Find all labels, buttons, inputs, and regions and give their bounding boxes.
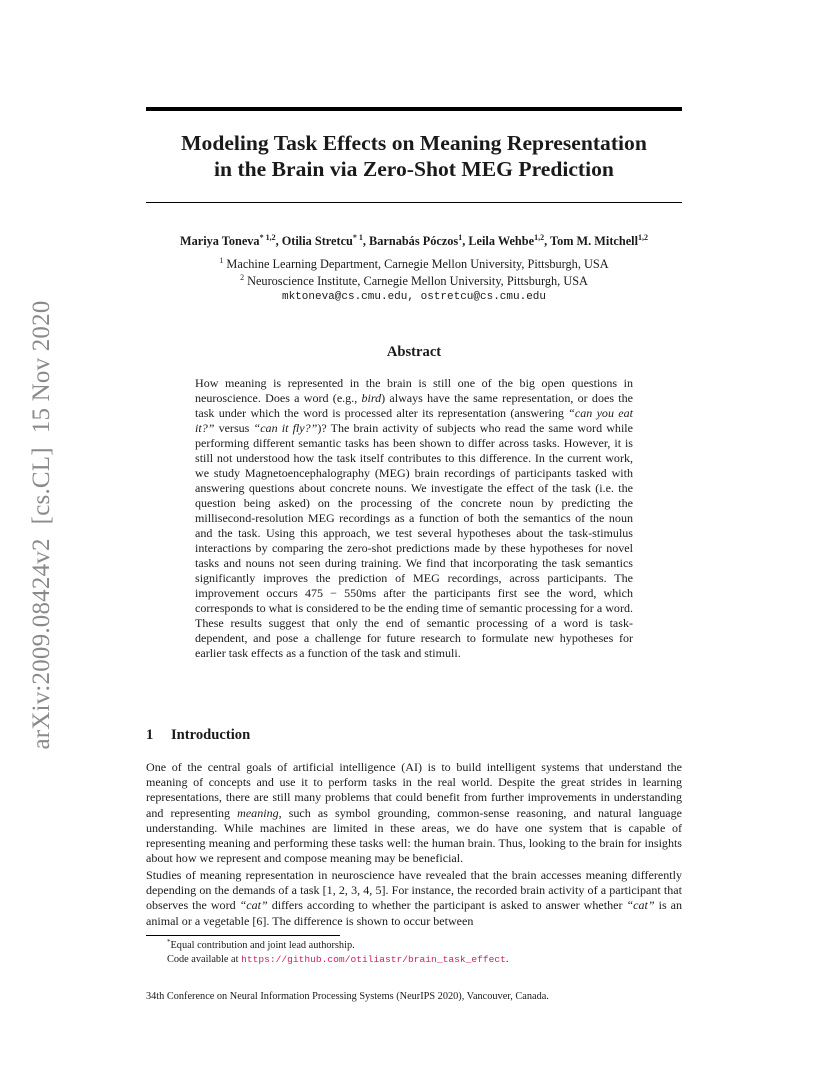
author-separator: , bbox=[544, 234, 551, 248]
author-name: Barnabás Póczos bbox=[369, 234, 459, 248]
paragraph-emphasis: meaning bbox=[237, 805, 279, 820]
affiliation-mark: 2 bbox=[240, 273, 245, 282]
paragraph-run: One of the central goals of artificial intelligence (AI) is to build intelligent systems that understand the meaning of concepts and use it to perform tasks in the real world. Despite the great strides in learning representations, there are still many problems that could benefit from further improvements in understanding and representing bbox=[146, 760, 682, 820]
abstract-run: ) always have the same representation, or does the task under which the word is processed alter its representation (answering bbox=[195, 391, 633, 420]
footnote bbox=[146, 939, 682, 967]
arxiv-date: 15 Nov 2020 bbox=[28, 300, 55, 434]
author-marks: 1,2 bbox=[638, 233, 649, 242]
abstract-emphasis: “can you eat it?” bbox=[195, 406, 633, 435]
affiliation-mark: 1 bbox=[219, 256, 224, 265]
author-separator: , bbox=[362, 234, 370, 248]
paragraph-run: , such as symbol grounding, common-sense reasoning, and natural language understanding. While machines are limited in these areas, we do have one system that is capable of representing meaning and performing these tasks well: the human brain. Thus, looking to the brain for insights about how we represent and compose meaning may be beneficial. bbox=[146, 805, 682, 866]
footnote-line-1 bbox=[146, 939, 682, 953]
paragraph-emphasis: “cat” bbox=[239, 898, 268, 913]
abstract-run: versus bbox=[214, 421, 254, 435]
author-list bbox=[110, 234, 718, 249]
author-marks: * 1,2 bbox=[259, 233, 276, 242]
title-line-1: Modeling Task Effects on Meaning Representation bbox=[181, 131, 647, 155]
arxiv-id: arXiv:2009.08424v2 bbox=[28, 538, 55, 750]
author-name: Leila Wehbe bbox=[468, 234, 535, 248]
intro-paragraph-2 bbox=[146, 868, 682, 929]
conference-note: 34th Conference on Neural Information Processing Systems (NeurIPS 2020), Vancouver, Canada. bbox=[146, 991, 549, 1002]
author-marks: * 1 bbox=[352, 233, 363, 242]
paper-title bbox=[146, 130, 682, 182]
footnote-line-2 bbox=[146, 953, 682, 967]
footnote-mark: * bbox=[167, 938, 171, 946]
arxiv-stamp bbox=[28, 300, 56, 749]
footnote-rule bbox=[146, 935, 340, 936]
author-separator: , bbox=[275, 234, 282, 248]
footnote-text: Code available at bbox=[167, 954, 242, 965]
section-number: 1 bbox=[146, 727, 154, 743]
intro-paragraph-1 bbox=[146, 760, 682, 866]
author-marks: 1 bbox=[458, 233, 463, 242]
author-name: Mariya Toneva bbox=[179, 234, 260, 248]
title-rule-top bbox=[146, 107, 682, 111]
paragraph-run: differs according to whether the participant is asked to answer whether bbox=[267, 898, 627, 913]
title-line-2: in the Brain via Zero-Shot MEG Prediction bbox=[214, 157, 614, 181]
title-rule-bottom bbox=[146, 202, 682, 203]
abstract-text bbox=[195, 376, 633, 661]
author-name: Otilia Stretcu bbox=[281, 234, 353, 248]
footnote-text: . bbox=[505, 954, 509, 965]
author-marks: 1,2 bbox=[534, 233, 545, 242]
code-link[interactable]: https://github.com/otiliastr/brain_task_effect bbox=[241, 954, 506, 965]
author-emails: mktoneva@cs.cmu.edu, ostretcu@cs.cmu.edu bbox=[281, 291, 547, 303]
paragraph-run: Studies of meaning representation in neuroscience have revealed that the brain accesses meaning differently depending on the demands of a task [1, 2, 3, 4, 5]. For instance, the recorded brain activity of a participant that observes the word bbox=[146, 868, 682, 913]
affiliation-2 bbox=[146, 274, 682, 289]
abstract-run: )? The brain activity of subjects who read the same word while performing different semantic tasks has been shown to differ across tasks. However, it is still not understood how the task itself contributes to this difference. In the current work, we study Magnetoencephalography (MEG) brain recordings of participants tasked with answering questions about concrete nouns. We investigate the effect of the task (i.e. the question being asked) on the processing of the concrete noun by predicting the millisecond-resolution MEG recordings as a function of both the semantics of the noun and the task. Using this approach, we test several hypotheses about the task-stimulus interactions by comparing the zero-shot predictions made by these hypotheses for novel tasks and nouns not seen during training. We find that incorporating the task semantics significantly improves the prediction of MEG recordings, across participants. The improvement occurs 475 − 550ms after the participants first see the word, which corresponds to what is considered to be the ending time of semantic processing for a word. These results suggest that only the end of semantic processing of a word is task-dependent, and pose a challenge for future research to formulate new hypotheses for earlier task effects as a function of the task and stimuli. bbox=[195, 421, 633, 660]
paragraph-run: is an animal or a vegetable [6]. The difference is shown to occur between bbox=[146, 898, 682, 928]
abstract-heading: Abstract bbox=[386, 344, 442, 360]
paragraph-emphasis: “cat” bbox=[626, 898, 655, 913]
abstract-emphasis: bird bbox=[361, 391, 382, 405]
author-separator: , bbox=[462, 234, 469, 248]
author-name: Tom M. Mitchell bbox=[550, 234, 639, 248]
section-title: Introduction bbox=[171, 727, 251, 743]
section-heading-introduction bbox=[146, 726, 682, 744]
affiliation-1 bbox=[146, 257, 682, 272]
affiliation-text: Neuroscience Institute, Carnegie Mellon University, Pittsburgh, USA bbox=[247, 274, 588, 288]
abstract-emphasis: “can it fly?” bbox=[253, 421, 318, 435]
arxiv-category: [cs.CL] bbox=[28, 447, 55, 525]
footnote-text: Equal contribution and joint lead authorship. bbox=[170, 940, 355, 951]
affiliation-text: Machine Learning Department, Carnegie Mellon University, Pittsburgh, USA bbox=[226, 257, 609, 271]
abstract-run: How meaning is represented in the brain is still one of the big open questions in neuroscience. Does a word (e.g., bbox=[195, 376, 633, 405]
